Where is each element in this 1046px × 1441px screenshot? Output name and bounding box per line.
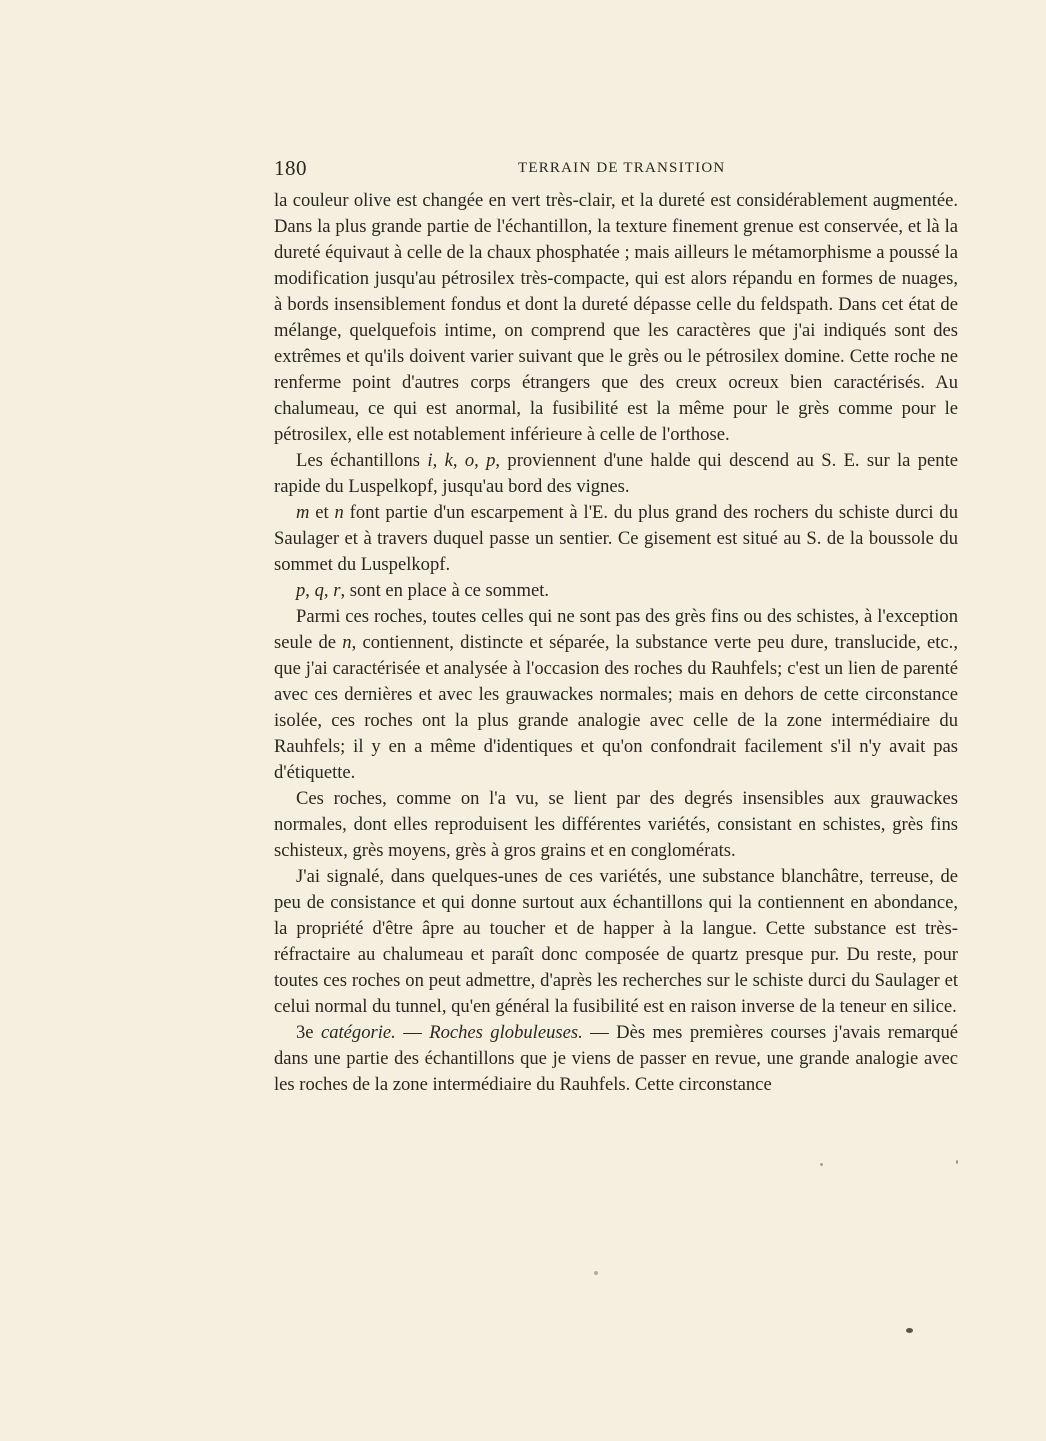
paragraph — [274, 786, 958, 864]
ink-speck — [956, 1160, 958, 1164]
paragraph-text: , proviennent d'une halde qui descend au S. E. sur la pente rapide du Luspelkopf, jusqu'au bord des vignes. — [274, 450, 959, 497]
paragraph-text: , — [432, 450, 445, 471]
page-number: 180 — [274, 156, 307, 180]
paragraph — [274, 1020, 958, 1098]
ink-speck — [906, 1328, 913, 1333]
italic-text: i — [427, 450, 433, 471]
ink-speck — [594, 1271, 598, 1275]
paragraph-text: Ces roches, comme on l'a vu, se lient par des degrés insensibles aux grauwackes normales, dont elles reproduisent les différentes variétés, consistant en schistes, grès fins schisteux, grès moyens, grès à gros grains et en conglomérats. — [274, 788, 958, 861]
paragraph — [274, 864, 958, 1020]
paragraph-text: — Dès mes premières courses j'avais remarqué dans une partie des échantillons que je viens de passer en revue, une grande analogie avec les roches de la zone intermédiaire du Rauhfels. Cette circonstance — [274, 1022, 958, 1095]
paragraph-text: , — [323, 580, 334, 601]
italic-text: o — [464, 450, 475, 471]
italic-text: catégorie. — [320, 1022, 396, 1043]
italic-text: Roches globuleuses. — [429, 1022, 583, 1043]
paragraph-text: , — [305, 580, 315, 601]
paragraph-text: et — [309, 502, 335, 523]
paragraph-text: , — [452, 450, 465, 471]
running-head — [274, 157, 958, 179]
paragraph-text: — — [395, 1022, 430, 1043]
italic-text: p — [486, 450, 496, 471]
running-title: TERRAIN DE TRANSITION — [518, 160, 726, 176]
paragraph — [274, 578, 958, 604]
paragraph — [274, 604, 958, 786]
paragraph-text: Les échantillons — [296, 450, 428, 471]
paragraph-text: , sont en place à ce sommet. — [340, 580, 550, 601]
paragraph — [274, 448, 958, 500]
italic-text: q — [314, 580, 324, 601]
italic-text: p — [296, 580, 306, 601]
paragraph — [274, 188, 958, 448]
italic-text: m — [296, 502, 310, 523]
italic-text: n — [342, 632, 352, 653]
paragraph-text: font partie d'un escarpement à l'E. du plus grand des rochers du schiste durci du Saulager et à travers duquel passe un sentier. Ce gisement est situé au S. de la boussole du sommet du Luspelkopf. — [274, 502, 958, 575]
italic-text: n — [334, 502, 344, 523]
italic-text: r — [333, 580, 341, 601]
paragraph — [274, 500, 958, 578]
italic-text: k — [444, 450, 453, 471]
paragraph-text: , — [474, 450, 487, 471]
paragraph-text: J'ai signalé, dans quelques-unes de ces variétés, une substance blanchâtre, terreuse, de peu de consistance et qui donne surtout aux échantillons qui la contiennent en abondance, la propriété d'être âpre au toucher et de happer à la langue. Cette substance est très-réfractaire au chalumeau et paraît donc composée de quartz presque pur. Du reste, pour toutes ces roches on peut admettre, d'après les recherches sur le schiste durci du Saulager et celui normal du tunnel, qu'en général la fusibilité est en raison inverse de la teneur en silice. — [274, 866, 958, 1017]
paragraph-text: Parmi ces roches, toutes celles qui ne sont pas des grès fins ou des schistes, à l'exception seule de — [274, 606, 958, 653]
paragraph-text: la couleur olive est changée en vert très-clair, et la dureté est considérablement augmentée. Dans la plus grande partie de l'échantillon, la texture finement grenue est conservée, et là la dureté équivaut à celle de la chaux phosphatée ; mais ailleurs le métamorphisme a poussé la modification jusqu'au pétrosilex très-compacte, qui est alors répandu en formes de nuages, à bords insensiblement fondus et dont la dureté dépasse celle du feldspath. Dans cet état de mélange, quelquefois intime, on comprend que les caractères que j'ai indiqués sont des extrêmes et qu'ils doivent varier suivant que le grès ou le pétrosilex domine. Cette roche ne renferme point d'autres corps étrangers que des creux ocreux bien caractérisés. Au chalumeau, ce qui est anormal, la fusibilité est la même pour le grès comme pour le pétrosilex, elle est notablement inférieure à celle de l'orthose. — [274, 190, 958, 445]
paragraph-text: 3e — [296, 1022, 321, 1043]
ink-speck — [820, 1163, 823, 1166]
body-text — [274, 188, 958, 1098]
paragraph-text: , contiennent, distincte et séparée, la substance verte peu dure, translucide, etc., que j'ai caractérisée et analysée à l'occasion des roches du Rauhfels; c'est un lien de parenté avec ces dernières et avec les grauwackes normales; mais en dehors de cette circonstance isolée, ces roches ont la plus grande analogie avec celle de la zone intermédiaire du Rauhfels; il y en a même d'identiques et qu'on confondrait facilement s'il n'y avait pas d'étiquette. — [274, 632, 958, 783]
